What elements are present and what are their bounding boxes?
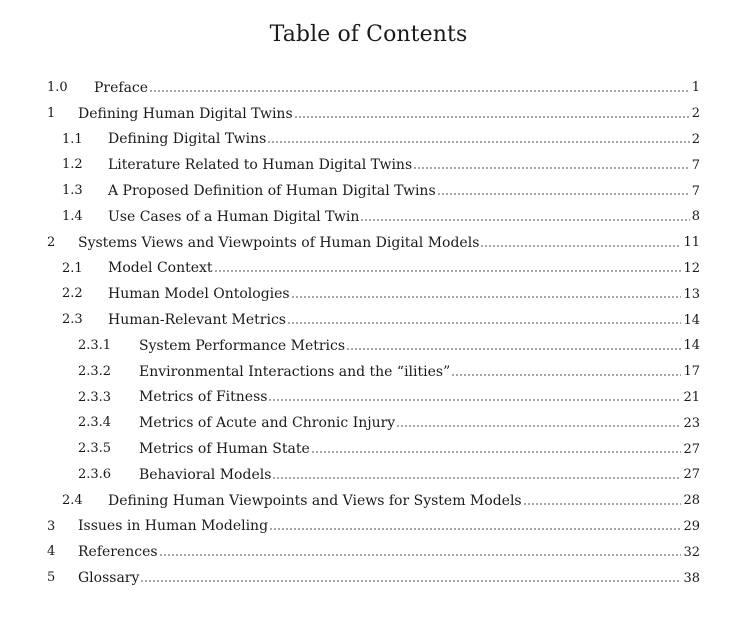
toc-entry[interactable] <box>0 204 737 230</box>
dot-leader <box>294 116 690 118</box>
toc-entry[interactable] <box>0 436 737 462</box>
toc-entry-title: Glossary <box>78 570 140 587</box>
toc-entry-number: 1 <box>47 105 56 121</box>
toc-entry-title: Model Context <box>108 260 213 277</box>
toc-entry[interactable] <box>0 101 737 127</box>
toc-entry-label <box>108 256 700 282</box>
toc-entry[interactable] <box>0 410 737 436</box>
toc-entry-number: 2.2 <box>62 286 83 302</box>
toc-entry-label <box>139 333 700 359</box>
toc-entry-label <box>108 178 700 204</box>
toc-entry-number: 2.3.4 <box>78 415 112 431</box>
toc-entry[interactable] <box>0 127 737 153</box>
toc-entry-page-number: 2 <box>691 106 700 122</box>
toc-entry[interactable] <box>0 178 737 204</box>
toc-entry-number: 1.2 <box>62 157 83 173</box>
toc-entry-page-number: 17 <box>683 364 700 380</box>
dot-leader <box>523 503 682 505</box>
toc-entry-title: References <box>78 544 158 561</box>
dot-leader <box>291 296 682 298</box>
dot-leader <box>437 193 690 195</box>
toc-entry-title: Literature Related to Human Digital Twins <box>108 157 413 174</box>
toc-entry[interactable] <box>0 385 737 411</box>
toc-entry-number: 5 <box>47 570 56 586</box>
toc-entry-label <box>108 488 700 514</box>
toc-entry-number: 2.3.3 <box>78 389 112 405</box>
toc-entry-title: Issues in Human Modeling <box>78 518 269 535</box>
dot-leader <box>272 477 681 479</box>
toc-entry-label <box>78 230 700 256</box>
toc-entry-title: Preface <box>94 79 149 96</box>
toc-entry-title: Metrics of Human State <box>139 441 310 458</box>
dot-leader <box>159 554 682 556</box>
toc-entry-label <box>108 204 700 230</box>
toc-entry-number: 3 <box>47 518 56 534</box>
toc-entry-title: Defining Digital Twins <box>108 131 267 148</box>
toc-entry[interactable] <box>0 539 737 565</box>
toc-entry-number: 2.1 <box>62 260 83 276</box>
toc-entry-label <box>139 462 700 488</box>
dot-leader <box>360 219 689 221</box>
toc-entry-label <box>78 514 700 540</box>
dot-leader <box>413 167 690 169</box>
toc-entry[interactable] <box>0 281 737 307</box>
dot-leader <box>396 425 681 427</box>
toc-entry-title: A Proposed Definition of Human Digital Twins <box>108 183 436 200</box>
dot-leader <box>480 245 681 247</box>
toc-entry[interactable] <box>0 514 737 540</box>
toc-entry-number: 1.1 <box>62 131 83 147</box>
toc-entry-page-number: 21 <box>683 389 700 405</box>
toc-entry-page-number: 38 <box>683 570 700 586</box>
toc-entry[interactable] <box>0 359 737 385</box>
toc-entry-number: 2.3.2 <box>78 363 112 379</box>
toc-entry-title: Human-Relevant Metrics <box>108 312 286 329</box>
toc-entry-page-number: 29 <box>683 518 700 534</box>
toc-entry-number: 2 <box>47 234 56 250</box>
toc-entry[interactable] <box>0 256 737 282</box>
toc-entry[interactable] <box>0 307 737 333</box>
dot-leader <box>311 451 682 453</box>
toc-entry-page-number: 11 <box>683 235 700 251</box>
toc-entry[interactable] <box>0 75 737 101</box>
toc-entry-page-number: 7 <box>691 183 700 199</box>
dot-leader <box>140 580 681 582</box>
toc-entry-label <box>108 307 700 333</box>
toc-entry-page-number: 14 <box>683 338 700 354</box>
toc-entry-number: 1.4 <box>62 208 83 224</box>
toc-entry-label <box>108 152 700 178</box>
toc-entry-label <box>139 385 700 411</box>
toc-entry-page-number: 12 <box>683 260 700 276</box>
dot-leader <box>149 90 690 92</box>
toc-entry-label <box>108 127 700 153</box>
toc-entry-label <box>139 436 700 462</box>
toc-entry-title: Metrics of Acute and Chronic Injury <box>139 415 396 432</box>
toc-entry-label <box>108 281 700 307</box>
dot-leader <box>346 348 681 350</box>
toc-entry-label <box>78 539 700 565</box>
toc-entry-number: 2.3.5 <box>78 441 112 457</box>
page-title: Table of Contents <box>269 22 468 47</box>
toc-entry-page-number: 32 <box>683 544 700 560</box>
toc-entry-title: Environmental Interactions and the “ilities” <box>139 363 451 380</box>
toc-entry-page-number: 8 <box>691 209 700 225</box>
toc-entry-title: Defining Human Digital Twins <box>78 105 293 122</box>
toc-entry-label <box>139 359 700 385</box>
toc-entry-title: System Performance Metrics <box>139 337 346 354</box>
toc-entry-label <box>78 101 700 127</box>
table-of-contents <box>0 75 737 591</box>
toc-entry-label <box>78 565 700 591</box>
toc-entry-page-number: 27 <box>683 467 700 483</box>
dot-leader <box>287 322 681 324</box>
toc-entry[interactable] <box>0 230 737 256</box>
dot-leader <box>268 399 681 401</box>
toc-entry-number: 1.0 <box>47 80 68 95</box>
toc-entry-number: 2.3.1 <box>78 337 112 353</box>
toc-entry-number: 1.3 <box>62 183 83 199</box>
toc-entry-title: Human Model Ontologies <box>108 286 290 303</box>
toc-entry-title: Defining Human Viewpoints and Views for System Models <box>108 492 522 509</box>
toc-entry-page-number: 13 <box>683 286 700 302</box>
toc-entry-label <box>94 75 700 101</box>
toc-entry-number: 2.4 <box>62 492 83 508</box>
toc-entry-page-number: 27 <box>683 441 700 457</box>
toc-entry-page-number: 7 <box>691 157 700 173</box>
toc-entry-number: 4 <box>47 544 56 560</box>
dot-leader <box>214 270 682 272</box>
toc-entry-page-number: 2 <box>691 131 700 147</box>
toc-entry-page-number: 14 <box>683 312 700 328</box>
toc-entry-title: Behavioral Models <box>139 466 272 483</box>
dot-leader <box>451 374 681 376</box>
toc-entry-title: Use Cases of a Human Digital Twin <box>108 208 360 225</box>
toc-entry-page-number: 28 <box>683 493 700 509</box>
toc-entry-number: 2.3 <box>62 312 83 328</box>
toc-entry-number: 2.3.6 <box>78 466 112 482</box>
dot-leader <box>267 141 689 143</box>
toc-entry[interactable] <box>0 565 737 591</box>
toc-entry-page-number: 1 <box>691 80 700 96</box>
toc-entry[interactable] <box>0 333 737 359</box>
toc-entry-title: Systems Views and Viewpoints of Human Digital Models <box>78 234 480 251</box>
toc-entry[interactable] <box>0 462 737 488</box>
toc-entry-label <box>139 410 700 436</box>
toc-entry-title: Metrics of Fitness <box>139 389 268 406</box>
toc-entry-page-number: 23 <box>683 415 700 431</box>
toc-entry[interactable] <box>0 488 737 514</box>
toc-entry[interactable] <box>0 152 737 178</box>
dot-leader <box>269 528 681 530</box>
